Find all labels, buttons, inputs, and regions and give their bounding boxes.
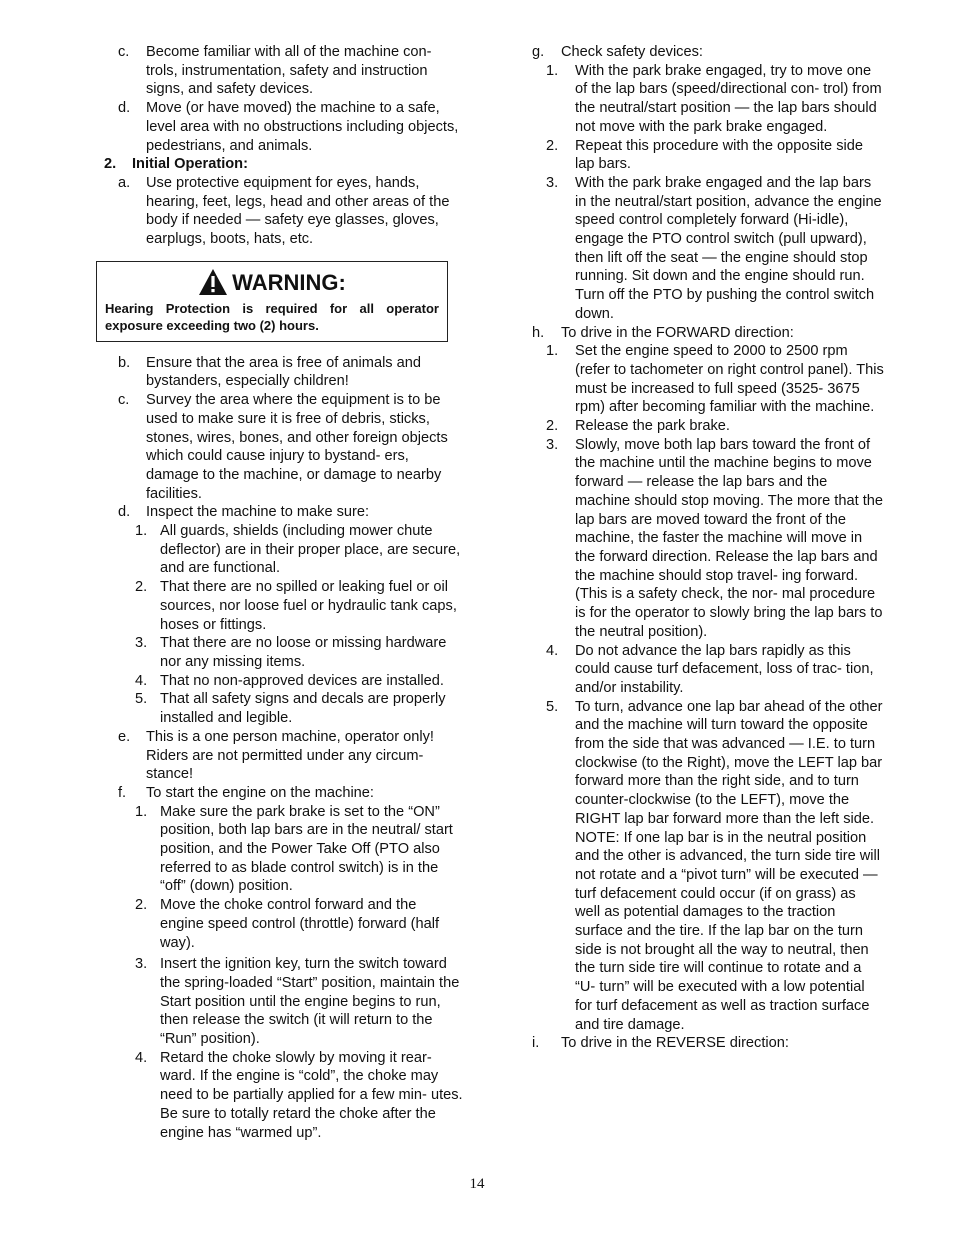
item-text: To start the engine on the machine: bbox=[146, 784, 374, 801]
list-item-i bbox=[532, 1034, 884, 1053]
item-text: With the park brake engaged, try to move one of the lap bars (speed/directional con- trol) from the neutral/start position — the lap bars should not move with the park brake engaged. bbox=[575, 62, 882, 135]
sub-item bbox=[104, 672, 464, 691]
item-text: Make sure the park brake is set to the “ON” position, both lap bars are in the neutral/ start position, and the Power Take Off (PTO also referred to as blade control switch) is in the “off” (down) position. bbox=[160, 803, 453, 895]
section-title: Initial Operation: bbox=[132, 156, 248, 173]
section-heading-initial-operation bbox=[104, 155, 464, 174]
list-item-c2 bbox=[104, 391, 464, 503]
item-text: To drive in the FORWARD direction: bbox=[561, 324, 794, 341]
item-text: This is a one person machine, operator only! Riders are not permitted under any circum- stance! bbox=[146, 728, 434, 783]
item-text: Repeat this procedure with the opposite side lap bars. bbox=[575, 137, 863, 173]
item-text: With the park brake engaged and the lap bars in the neutral/start position, advance the engine speed control completely forward (Hi-idle), engage the PTO control switch (pull upward), then lift off the seat — the engine should stop running. Sit down and the engine should run. Turn off the PTO by pushing the control switch down. bbox=[575, 174, 882, 322]
list-item-d2 bbox=[104, 503, 464, 522]
sub-item bbox=[104, 1049, 464, 1143]
warning-heading bbox=[105, 266, 439, 300]
warning-title: WARNING: bbox=[232, 269, 346, 295]
list-item-e bbox=[104, 728, 464, 784]
item-label: c. bbox=[118, 392, 130, 409]
item-text: Move the choke control forward and the engine speed control (throttle) forward (half way). bbox=[160, 897, 440, 951]
list-item-h bbox=[532, 324, 884, 343]
item-text: Do not advance the lap bars rapidly as this could cause turf defacement, loss of trac- tion, and/or instability. bbox=[575, 642, 874, 696]
item-label: 4. bbox=[546, 642, 559, 659]
item-label: 3. bbox=[135, 956, 148, 973]
sub-item bbox=[532, 342, 884, 417]
sub-item bbox=[532, 137, 884, 174]
item-text: Set the engine speed to 2000 to 2500 rpm (refer to tachometer on right control panel). This must be increased to full speed (3525- 3675 rpm) after becoming familiar with the machine. bbox=[575, 343, 884, 416]
item-text: Retard the choke slowly by moving it rear- ward. If the engine is “cold”, the choke may need to be partially applied for a few min- utes. Be sure to totally retard the choke after the engine has “warmed up”. bbox=[160, 1049, 463, 1141]
sub-item bbox=[532, 417, 884, 436]
item-label: g. bbox=[532, 44, 545, 60]
item-text: That there are no loose or missing hardware nor any missing items. bbox=[160, 635, 447, 670]
sub-item bbox=[532, 698, 884, 1035]
right-column bbox=[532, 43, 884, 1053]
item-text: That no non-approved devices are installed. bbox=[160, 672, 444, 689]
item-label: 3. bbox=[135, 635, 148, 652]
list-item-c bbox=[104, 43, 464, 99]
warning-triangle-icon bbox=[198, 270, 232, 295]
item-text: Survey the area where the equipment is to be used to make sure it is free of debris, sticks, stones, wires, bones, and other foreign objects which could cause injury to bystand- ers, damage to the machine, or damage to nearby facilities. bbox=[146, 392, 448, 502]
sub-item bbox=[104, 803, 464, 897]
sub-item bbox=[532, 62, 884, 137]
left-column bbox=[104, 43, 464, 1142]
item-text: Check safety devices: bbox=[561, 44, 703, 60]
item-label: c. bbox=[118, 44, 130, 60]
section-number: 2. bbox=[104, 156, 117, 173]
item-label: d. bbox=[118, 100, 131, 117]
item-text: Insert the ignition key, turn the switch toward the spring-loaded “Start” position, maintain the Start position until the engine begins to run, then release the switch (it will return to the “Run” position). bbox=[160, 956, 460, 1048]
list-item-a bbox=[104, 174, 464, 249]
item-text: Slowly, move both lap bars toward the front of the machine until the machine begins to move forward — release the lap bars and the machine should stop moving. The more that the lap bars are moved toward the front of the machine, the faster the machine will move in the forward direction. Release the lap bars and the machine should stop travel- ing forward. (This is a safety check, the nor- mal procedure is for the operator to slowly bring the lap bars to the neutral position). bbox=[575, 436, 883, 640]
item-label: e. bbox=[118, 728, 131, 745]
item-label: 2. bbox=[546, 137, 559, 154]
item-text: Ensure that the area is free of animals and bystanders, especially children! bbox=[146, 354, 422, 390]
list-item-b bbox=[104, 354, 464, 391]
item-label: 3. bbox=[546, 436, 559, 453]
sub-item bbox=[104, 578, 464, 634]
sub-item bbox=[104, 634, 464, 671]
page-number: 14 bbox=[469, 1176, 485, 1192]
item-label: b. bbox=[118, 354, 131, 371]
item-label: a. bbox=[118, 174, 131, 191]
item-text: That there are no spilled or leaking fuel or oil sources, nor loose fuel or hydraulic tank caps, hoses or fittings. bbox=[160, 579, 457, 633]
item-text: To drive in the REVERSE direction: bbox=[561, 1035, 789, 1052]
item-text: Release the park brake. bbox=[575, 418, 730, 435]
item-label: 2. bbox=[546, 418, 559, 435]
item-label: 2. bbox=[135, 897, 148, 914]
sub-item bbox=[532, 174, 884, 324]
list-item-f bbox=[104, 784, 464, 803]
item-label: h. bbox=[532, 324, 545, 341]
item-text: To turn, advance one lap bar ahead of the other and the machine will turn toward the opposite from the side that was advanced — I.E. to turn clockwise (to the Right), move the LEFT lap bar forward more than the right side, and to turn counter-clockwise (to the LEFT), move the RIGHT lap bar forward more than the left side. NOTE: If one lap bar is in the neutral position and the other is advanced, the turn side tire will not rotate and a “pivot turn” will be executed — turf defacement could occur (if on grass) as well as potential damages to the traction surface and the tire. If the lap bar on the turn side is not brought all the way to neutral, then the turn side tire will continue to rotate and a “U- turn” will be executed with a low potential for turf defacement as well as traction surface and tire damage. bbox=[575, 698, 883, 1033]
item-text: Move (or have moved) the machine to a safe, level area with no obstructions including objects, pedestrians, and animals. bbox=[146, 100, 459, 154]
item-label: 4. bbox=[135, 672, 148, 689]
item-label: 2. bbox=[135, 579, 148, 596]
item-label: 1. bbox=[546, 343, 559, 360]
sub-item bbox=[104, 896, 464, 952]
item-label: i. bbox=[532, 1035, 540, 1052]
item-text: Inspect the machine to make sure: bbox=[146, 504, 370, 521]
sub-item bbox=[532, 436, 884, 642]
item-text: Become familiar with all of the machine con- trols, instrumentation, safety and instruction signs, and safety devices. bbox=[146, 44, 432, 98]
item-label: 4. bbox=[135, 1049, 148, 1066]
warning-box bbox=[96, 261, 448, 342]
item-text: Use protective equipment for eyes, hands, hearing, feet, legs, head and other areas of the body if needed — safety eye glasses, gloves, earplugs, boots, hats, etc. bbox=[146, 174, 450, 248]
item-label: 1. bbox=[135, 523, 148, 540]
list-item-d bbox=[104, 99, 464, 155]
item-label: d. bbox=[118, 504, 131, 521]
sub-item bbox=[532, 642, 884, 698]
item-label: 3. bbox=[546, 174, 559, 191]
warning-text: Hearing Protection is required for all operator exposure exceeding two (2) hours. bbox=[105, 300, 439, 334]
item-label: 5. bbox=[135, 691, 148, 708]
item-text: All guards, shields (including mower chute deflector) are in their proper place, are secure, and are functional. bbox=[160, 523, 461, 577]
item-label: 5. bbox=[546, 698, 559, 715]
item-label: 1. bbox=[546, 62, 559, 79]
sub-item bbox=[104, 955, 464, 1049]
item-label: f. bbox=[118, 784, 127, 801]
sub-item bbox=[104, 522, 464, 578]
list-item-g bbox=[532, 43, 884, 62]
sub-item bbox=[104, 690, 464, 727]
item-label: 1. bbox=[135, 803, 148, 820]
item-text: That all safety signs and decals are properly installed and legible. bbox=[160, 691, 446, 727]
